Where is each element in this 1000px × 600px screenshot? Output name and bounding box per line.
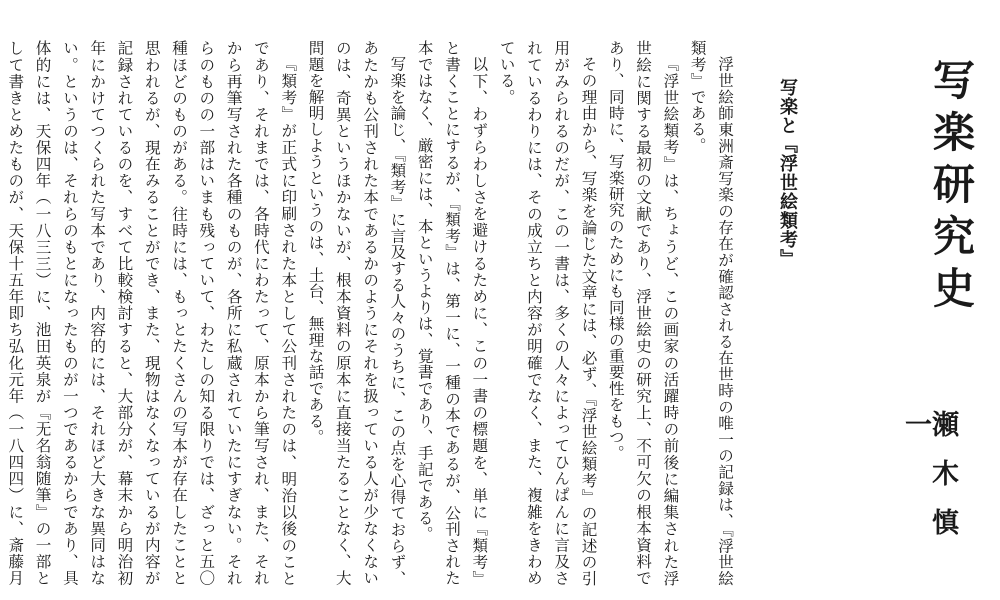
article-body (6, 40, 738, 586)
author-name: 瀬木慎一 (900, 410, 958, 557)
body-paragraph: 『類考』が正式に印刷された本として公刊されたのは、明治以後のことであり、それまでは、各時代にわたって、原本から筆写され、また、それから再筆写された各種のものが、各所に私蔵されていたにすぎない。それらのものの一部はいまも残っていて、わたしの知る限りでは、ざっと五〇種ほどのものがある。往時には、もっとたくさんの写本が存在したことと思われるが、現在みることができ、また、現物はなくなっているが内容が記録されているのを、すべて比較検討すると、大部分が、幕末から明治初年にかけてつくられた写本であり、内容的には、それほど大きな異同はない。というのは、それらのもとになったものが一つであるからであり、具体的には、天保四年（一八三三）に、池田英泉が『无名翁随筆』の一部として書きとめたものが、天保十五年即ち弘化元年（一八四四）に、斎藤月 (6, 40, 298, 586)
body-paragraph: 写楽を論じ、『類考』に言及する人々のうちに、この点を心得ておらず、あたかも公刊された本であるかのようにそれを扱っている人が少なくないのは、奇異というほかないが、根本資料の原本に直接当たることなく、大問題を解明しようというのは、土台、無理な話である。 (306, 40, 407, 586)
section-subtitle: 写楽と『浮世絵類考』 (777, 78, 798, 268)
body-paragraph: その理由から、写楽を論じた文章には、必ず、『浮世絵類考』の記述の引用がみられるのだが、この一書は、多くの人々によってひんぱんに言及されているわりには、その成立ちと内容が明確でなく、また、複雑をきわめている。 (497, 40, 598, 586)
article-title: 写楽研究史 (927, 58, 976, 318)
body-paragraph: 『浮世絵類考』は、ちょうど、この画家の活躍時の前後に編集された浮世絵に関する最初の文献であり、浮世絵史の研究上、不可欠の根本資料であり、同時に、写楽研究のためにも同様の重要性をもつ。 (606, 40, 680, 586)
body-paragraph: 以下、わずらわしさを避けるために、この一書の標題を、単に『類考』と書くことにするが、『類考』は、第一に、一種の本であるが、公刊された本ではなく、厳密には、本というよりは、覚書であり、手記である。 (415, 40, 489, 586)
body-paragraph: 浮世絵師東洲斎写楽の存在が確認される在世時の唯一の記録は、『浮世絵類考』である。 (688, 40, 734, 586)
